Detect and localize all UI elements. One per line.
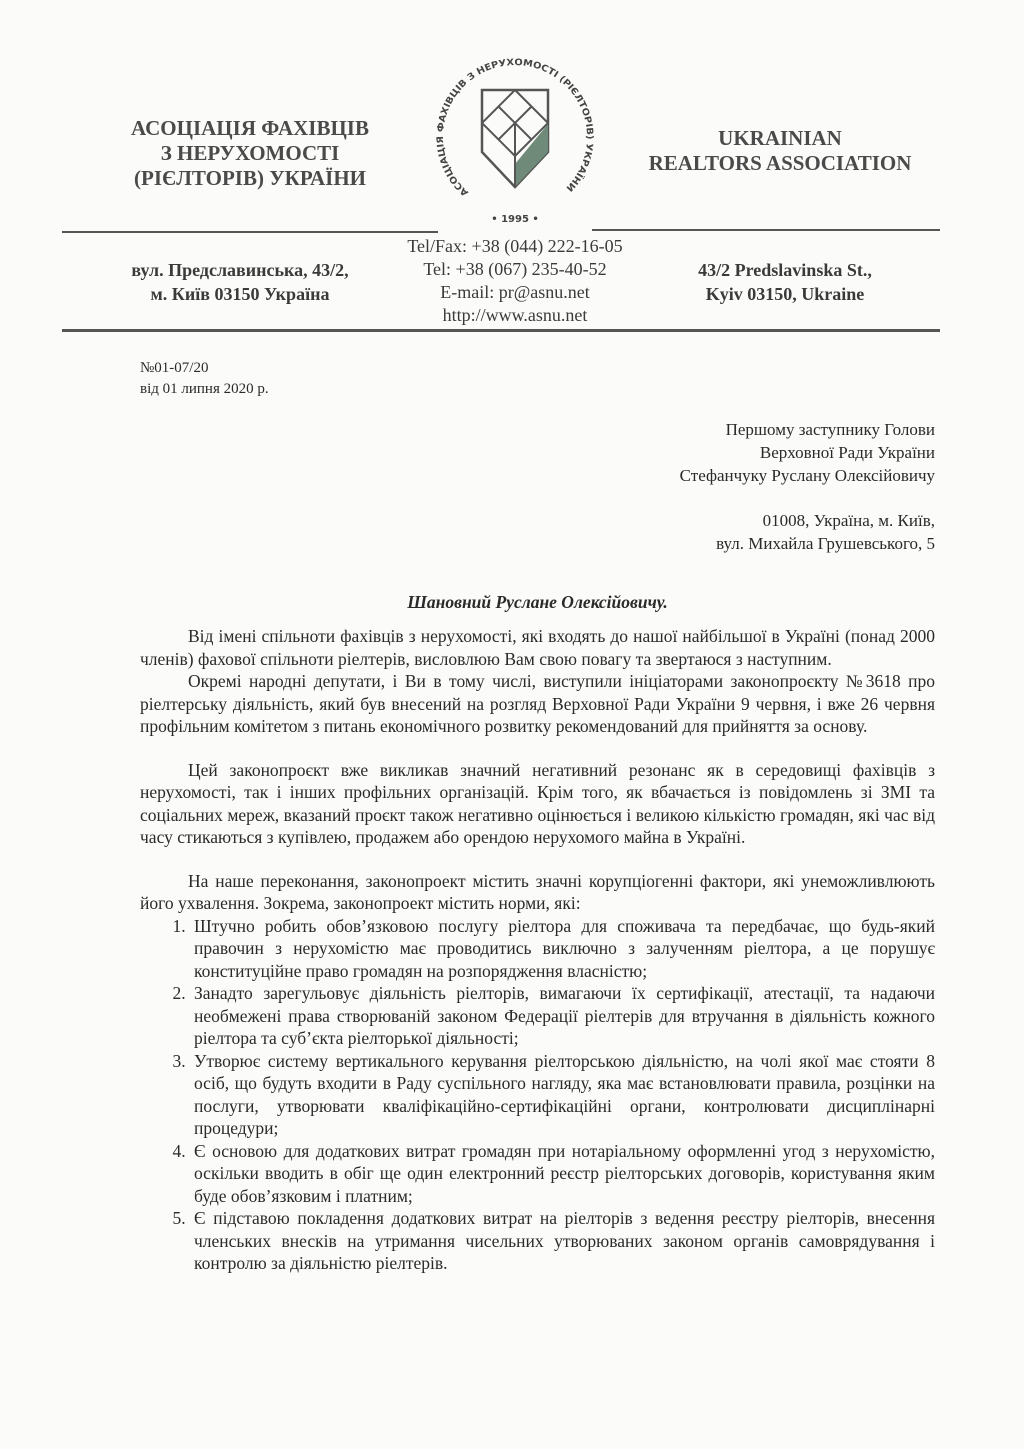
address-en — [660, 258, 910, 306]
address-ua — [90, 258, 390, 306]
org-name-en-line: UKRAINIAN — [718, 126, 842, 150]
list-item: 2. Занадто зарегульовує діяльність ріелторів, вимагаючи їх сертифікації, атестації, та надаючи необмежені права створюваній законом Федерації ріелтерів для втручання в діяльність кожного ріелтора та суб’єкта ріелторької діяльності; — [190, 982, 935, 1050]
org-name-ua-line: (РІЄЛТОРІВ) УКРАЇНИ — [134, 166, 366, 190]
website-link[interactable]: http://www.asnu.net — [442, 305, 588, 325]
paragraph: На наше переконання, законопроект містить значні корупціогенні фактори, які унеможливлюють його ухвалення. Зокрема, законопроект містить норми, які: — [140, 870, 935, 913]
reference — [140, 358, 269, 400]
reference-date: від 01 липня 2020 р. — [140, 381, 269, 397]
address-line: м. Київ 03150 Україна — [150, 284, 330, 304]
divider — [62, 329, 940, 332]
contacts — [390, 235, 640, 327]
address-line: 43/2 Predslavinska St., — [698, 260, 872, 280]
logo-ring-text: АСОЦІАЦІЯ ФАХІВЦІВ З НЕРУХОМОСТІ (РІЄЛТОРІВ) УКРАЇНИ — [435, 57, 595, 198]
paragraph: Від імені спільноти фахівців з нерухомості, які входять до нашої найбільшої в Україні (понад 2000 членів) фахової спільноти ріелтерів, висловлюю Вам свою повагу та звертаюся з наступним. — [140, 626, 935, 669]
letter-body — [140, 625, 935, 1275]
email-link[interactable]: E-mail: pr@asnu.net — [440, 282, 590, 302]
address-line: Kyiv 03150, Ukraine — [705, 284, 865, 304]
addressee — [515, 418, 935, 555]
tel: Tel: +38 (067) 235-40-52 — [423, 259, 607, 279]
addressee-line: Стефанчуку Руслану Олексійовичу — [679, 466, 935, 485]
addressee-line: Верховної Ради України — [759, 443, 935, 462]
list-item: 5. Є підставою покладення додаткових витрат на ріелторів з ведення реєстру ріелторів, внесення членських внесків на утримання чисельних утворюваних законом органів самоврядування і контролю за діяльністю ріелтерів. — [190, 1207, 935, 1275]
addressee-address-line: 01008, Україна, м. Київ, — [762, 511, 935, 530]
divider — [592, 229, 940, 231]
addressee-line: Першому заступнику Голови — [725, 420, 935, 439]
paragraph: Цей законопроєкт вже викликав значний негативний резонанс як в середовищі фахівців з нерухомості, так і інших профільних організацій. Крім того, як вбачається із повідомлень зі ЗМІ та соціальних мереж, вказаний проєкт також негативно оцінюється і великою кількістю громадян, які час від часу стикаються з купівлею, продажем або орендою нерухомого майна в Україні. — [140, 759, 935, 847]
org-name-ua-line: АСОЦІАЦІЯ ФАХІВЦІВ — [131, 116, 369, 140]
list-item: 4. Є основою для додаткових витрат громадян при нотаріальному оформленні угод з нерухомістю, оскільки вводить в обіг ще один електронний реєстр ріелторських договорів, користування яким буде обов’язковим і платним; — [190, 1140, 935, 1208]
salutation: Шановний Руслане Олексійовичу. — [407, 592, 668, 612]
logo-year: • 1995 • — [491, 214, 539, 225]
logo-shading — [515, 124, 548, 187]
tel-fax: Tel/Fax: +38 (044) 222-16-05 — [407, 236, 623, 256]
reference-number: №01-07/20 — [140, 360, 209, 376]
paragraph: Окремі народні депутати, і Ви в тому числі, виступили ініціаторами законопроєкту №3618 про ріелтерську діяльність, який був внесений на розгляд Верховної Ради України 9 червня, і вже 26 червня профільним комітетом з питань економічного розвитку рекомендований для прийняття за основу. — [140, 671, 935, 736]
org-name-ua-line: З НЕРУХОМОСТІ — [160, 141, 340, 165]
list-item: 1. Штучно робить обов’язковою послугу ріелтора для споживача та передбачає, що будь-який правочин з нерухомістю має проводитись виключно з залученням ріелтора, а це порушує конституційне право громадян на розпорядження власністю; — [190, 915, 935, 983]
association-logo — [425, 52, 605, 230]
address-line: вул. Предславинська, 43/2, — [131, 260, 349, 280]
list-item: 3. Утворює систему вертикального керування ріелторською діяльністю, на чолі якої має стояти 8 осіб, що будуть входити в Раду суспільного нагляду, яка має встановлювати правила, розцінки на послуги, утворювати кваліфікаційно-сертифікаційні органи, контролювати дисциплінарні процедури; — [190, 1050, 935, 1140]
addressee-address-line: вул. Михайла Грушевського, 5 — [716, 534, 935, 553]
org-name-en — [630, 126, 930, 176]
norms-list — [140, 915, 935, 1275]
divider — [62, 231, 438, 233]
org-name-ua — [110, 116, 390, 191]
org-name-en-line: REALTORS ASSOCIATION — [648, 151, 912, 175]
